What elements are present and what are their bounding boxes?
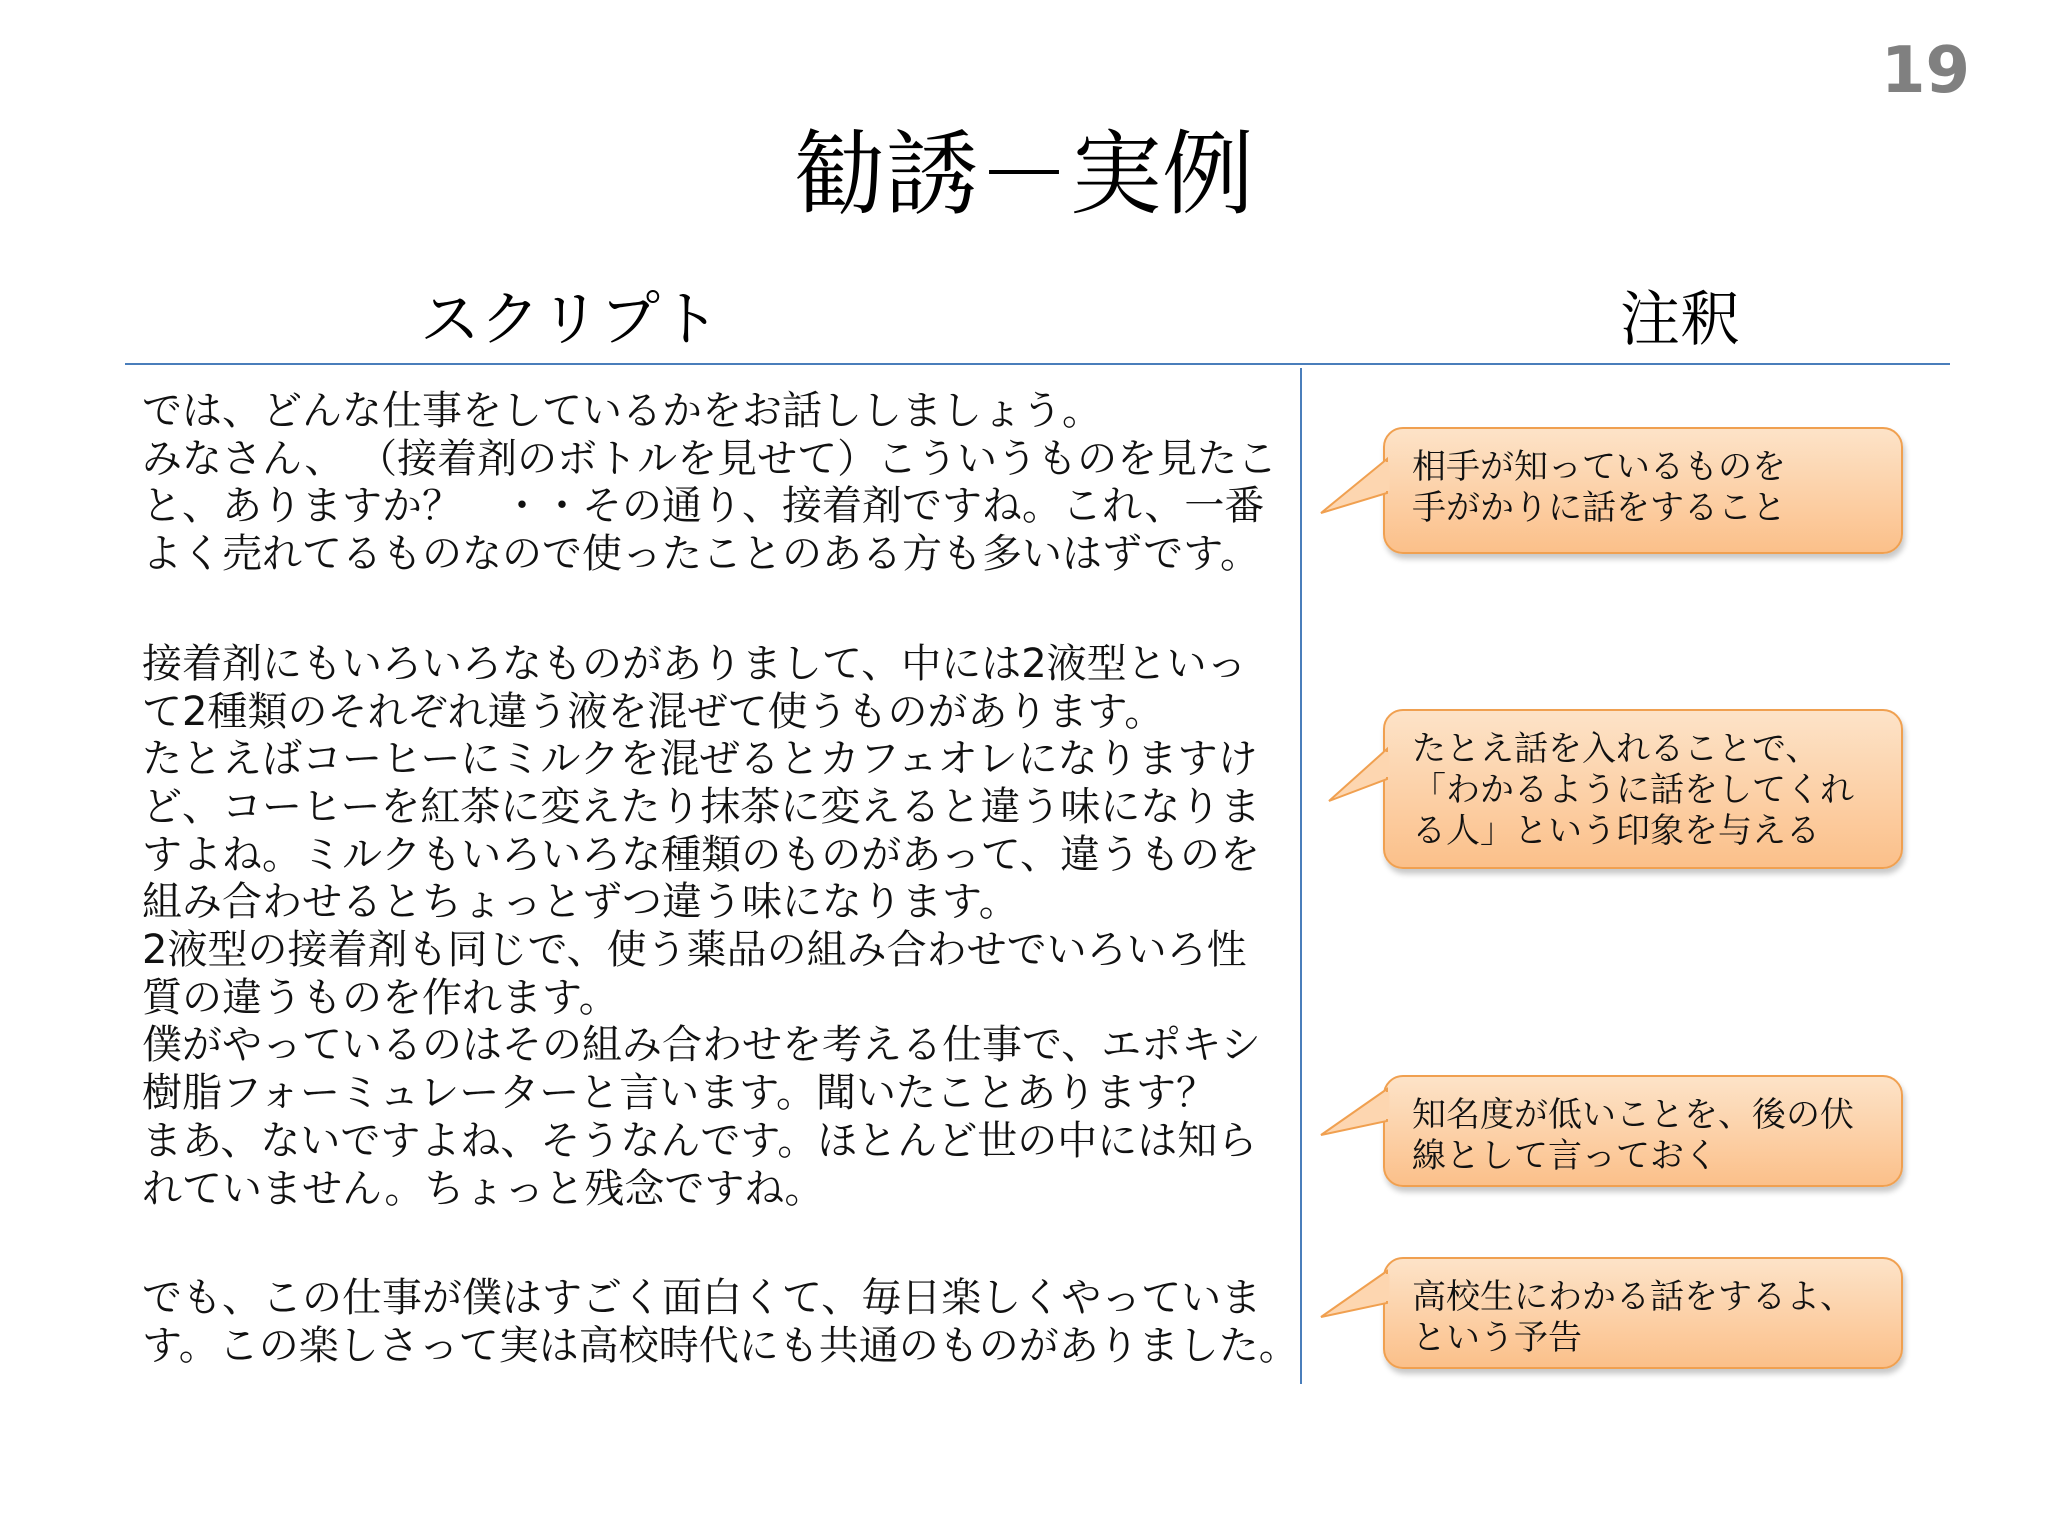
script-paragraph: [142, 641, 1292, 1213]
script-paragraph: [142, 388, 1292, 579]
script-line: 接着剤にもいろいろなものがありまして、中には2液型といっ: [142, 640, 1247, 687]
annotation-text: 手がかりに話をすること: [1412, 488, 1786, 528]
script-column-header: スクリプト: [420, 285, 720, 355]
annotation-callout: [1383, 1257, 1903, 1369]
script-line: と、ありますか？ ・・その通り、接着剤ですね。これ、一番: [142, 483, 1265, 530]
script-line: れていません。ちょっと残念ですね。: [142, 1165, 825, 1212]
header-divider: [125, 363, 1950, 365]
notes-column-header: 注釈: [1620, 285, 1740, 355]
annotation-text: 高校生にわかる話をするよ、: [1412, 1277, 1854, 1317]
script-line: す。この楽しさって実は高校時代にも共通のものがありました。: [142, 1322, 1299, 1369]
script-line: 僕がやっているのはその組み合わせを考える仕事で、エポキシ: [142, 1022, 1261, 1069]
script-paragraph: [142, 1275, 1299, 1370]
script-line: 質の違うものを作れます。: [142, 974, 619, 1021]
paragraph-gap: [142, 579, 1292, 641]
script-line: て2種類のそれぞれ違う液を混ぜて使うものがあります。: [142, 688, 1165, 735]
script-line: 樹脂フォーミュレーターと言います。聞いたことあります？: [142, 1070, 1216, 1117]
annotation-text: 「わかるように話をしてくれ: [1412, 770, 1854, 810]
script-line: よく売れてるものなので使ったことのある方も多いはずです。: [142, 531, 1260, 578]
script-body: [142, 388, 1299, 1371]
script-line: でも、この仕事が僕はすごく面白くて、毎日楽しくやっていま: [142, 1275, 1262, 1322]
script-line: たとえばコーヒーにミルクを混ぜるとカフェオレになりますけ: [142, 736, 1258, 783]
script-line: では、どんな仕事をしているかをお話ししましょう。: [142, 388, 1102, 434]
annotation-text: という予告: [1412, 1318, 1582, 1358]
slide-title: 勧誘－実例: [793, 121, 1254, 228]
annotation-callout: [1383, 427, 1903, 554]
page-number: 19: [1880, 34, 1970, 108]
callout-pointer: [1321, 459, 1391, 519]
callout-pointer: [1321, 1271, 1391, 1331]
script-line: ど、コーヒーを紅茶に変えたり抹茶に変えると違う味になりま: [142, 783, 1261, 830]
script-line: 2液型の接着剤も同じで、使う薬品の組み合わせでいろいろ性: [142, 927, 1247, 974]
annotation-callout: [1383, 709, 1903, 869]
annotation-text: 知名度が低いことを、後の伏: [1412, 1095, 1854, 1135]
annotation-text: 線として言っておく: [1412, 1136, 1718, 1176]
script-line: すよね。ミルクもいろいろな種類のものがあって、違うものを: [142, 831, 1260, 878]
annotation-text: る人」という印象を与える: [1412, 811, 1820, 851]
callout-pointer: [1329, 749, 1391, 809]
column-divider: [1300, 368, 1302, 1384]
paragraph-gap: [142, 1213, 1292, 1275]
script-line: みなさん、 （接着剤のボトルを見せて）こういうものを見たこ: [142, 435, 1278, 482]
callout-pointer: [1321, 1089, 1391, 1149]
annotation-text: 相手が知っているものを: [1412, 447, 1786, 487]
script-line: 組み合わせるとちょっとずつ違う味になります。: [142, 879, 1019, 926]
annotation-callout: [1383, 1075, 1903, 1187]
annotation-text: たとえ話を入れることで、: [1412, 729, 1820, 769]
script-line: まあ、ないですよね、そうなんです。ほとんど世の中には知ら: [142, 1117, 1258, 1164]
